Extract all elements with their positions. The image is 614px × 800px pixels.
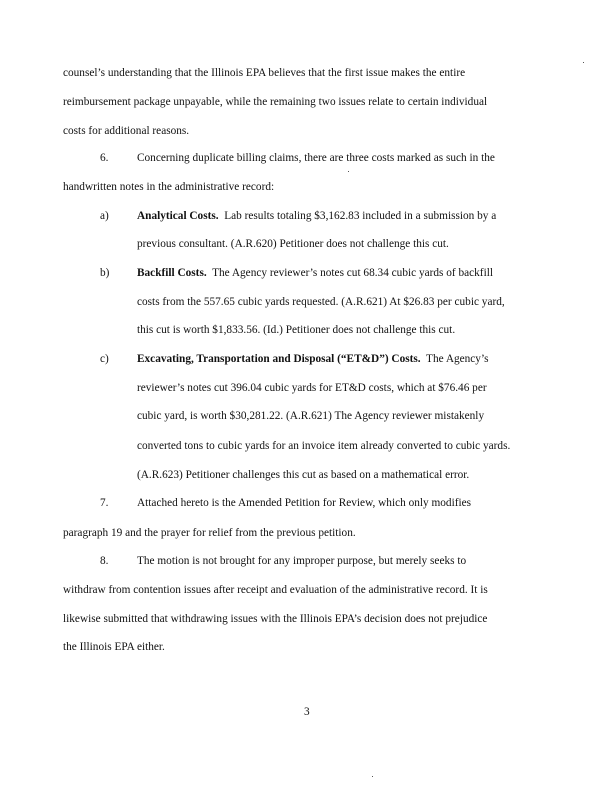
paragraph-number: 8. — [100, 555, 109, 567]
body-text-line: paragraph 19 and the prayer for relief from the previous petition. — [63, 527, 356, 539]
list-item-line — [137, 352, 488, 366]
page-number: 3 — [304, 706, 310, 718]
paragraph-number: 7. — [100, 497, 109, 509]
list-item-line — [137, 209, 496, 223]
list-item-line: previous consultant. (A.R.620) Petitioner does not challenge this cut. — [137, 238, 449, 250]
body-text-line: costs for additional reasons. — [63, 125, 190, 137]
item-heading: Analytical Costs. — [137, 210, 219, 222]
body-text-line: Attached hereto is the Amended Petition for Review, which only modifies — [137, 497, 472, 509]
list-item-line — [137, 266, 493, 280]
item-text: Lab results totaling $3,162.83 included in a submission by a — [218, 210, 497, 222]
item-label: a) — [100, 210, 109, 222]
body-text-line: reimbursement package unpayable, while the remaining two issues relate to certain individual — [63, 96, 488, 108]
body-text-line: withdraw from contention issues after receipt and evaluation of the administrative record. It is — [63, 584, 488, 596]
item-text: The Agency reviewer’s notes cut 68.34 cubic yards of backfill — [206, 267, 493, 279]
body-text-line: handwritten notes in the administrative record: — [63, 181, 275, 193]
body-text-line: likewise submitted that withdrawing issues with the Illinois EPA’s decision does not prejudice — [63, 613, 488, 625]
list-item-line: costs from the 557.65 cubic yards requested. (A.R.621) At $26.83 per cubic yard, — [137, 296, 505, 308]
paragraph-number: 6. — [100, 152, 109, 164]
body-text-line: Concerning duplicate billing claims, there are three costs marked as such in the — [137, 152, 495, 164]
item-label: c) — [100, 353, 109, 365]
list-item-line: cubic yard, is worth $30,281.22. (A.R.621) The Agency reviewer mistakenly — [137, 410, 485, 422]
list-item-line: converted tons to cubic yards for an invoice item already converted to cubic yards. — [137, 440, 511, 452]
list-item-line: (A.R.623) Petitioner challenges this cut as based on a mathematical error. — [137, 469, 470, 481]
item-text: The Agency’s — [420, 353, 489, 365]
item-label: b) — [100, 267, 110, 279]
list-item-line: this cut is worth $1,833.56. (Id.) Petitioner does not challenge this cut. — [137, 324, 456, 336]
item-heading: Backfill Costs. — [137, 267, 207, 279]
scan-speck — [372, 776, 373, 777]
list-item-line: reviewer’s notes cut 396.04 cubic yards for ET&D costs, which at $76.46 per — [137, 382, 487, 394]
body-text-line: The motion is not brought for any improper purpose, but merely seeks to — [137, 555, 467, 567]
scan-speck — [348, 171, 349, 172]
body-text-line: counsel’s understanding that the Illinois EPA believes that the first issue makes the entire — [63, 67, 466, 79]
body-text-line: the Illinois EPA either. — [63, 641, 165, 653]
scan-speck — [583, 62, 584, 63]
item-heading: Excavating, Transportation and Disposal (“ET&D”) Costs. — [137, 353, 421, 365]
